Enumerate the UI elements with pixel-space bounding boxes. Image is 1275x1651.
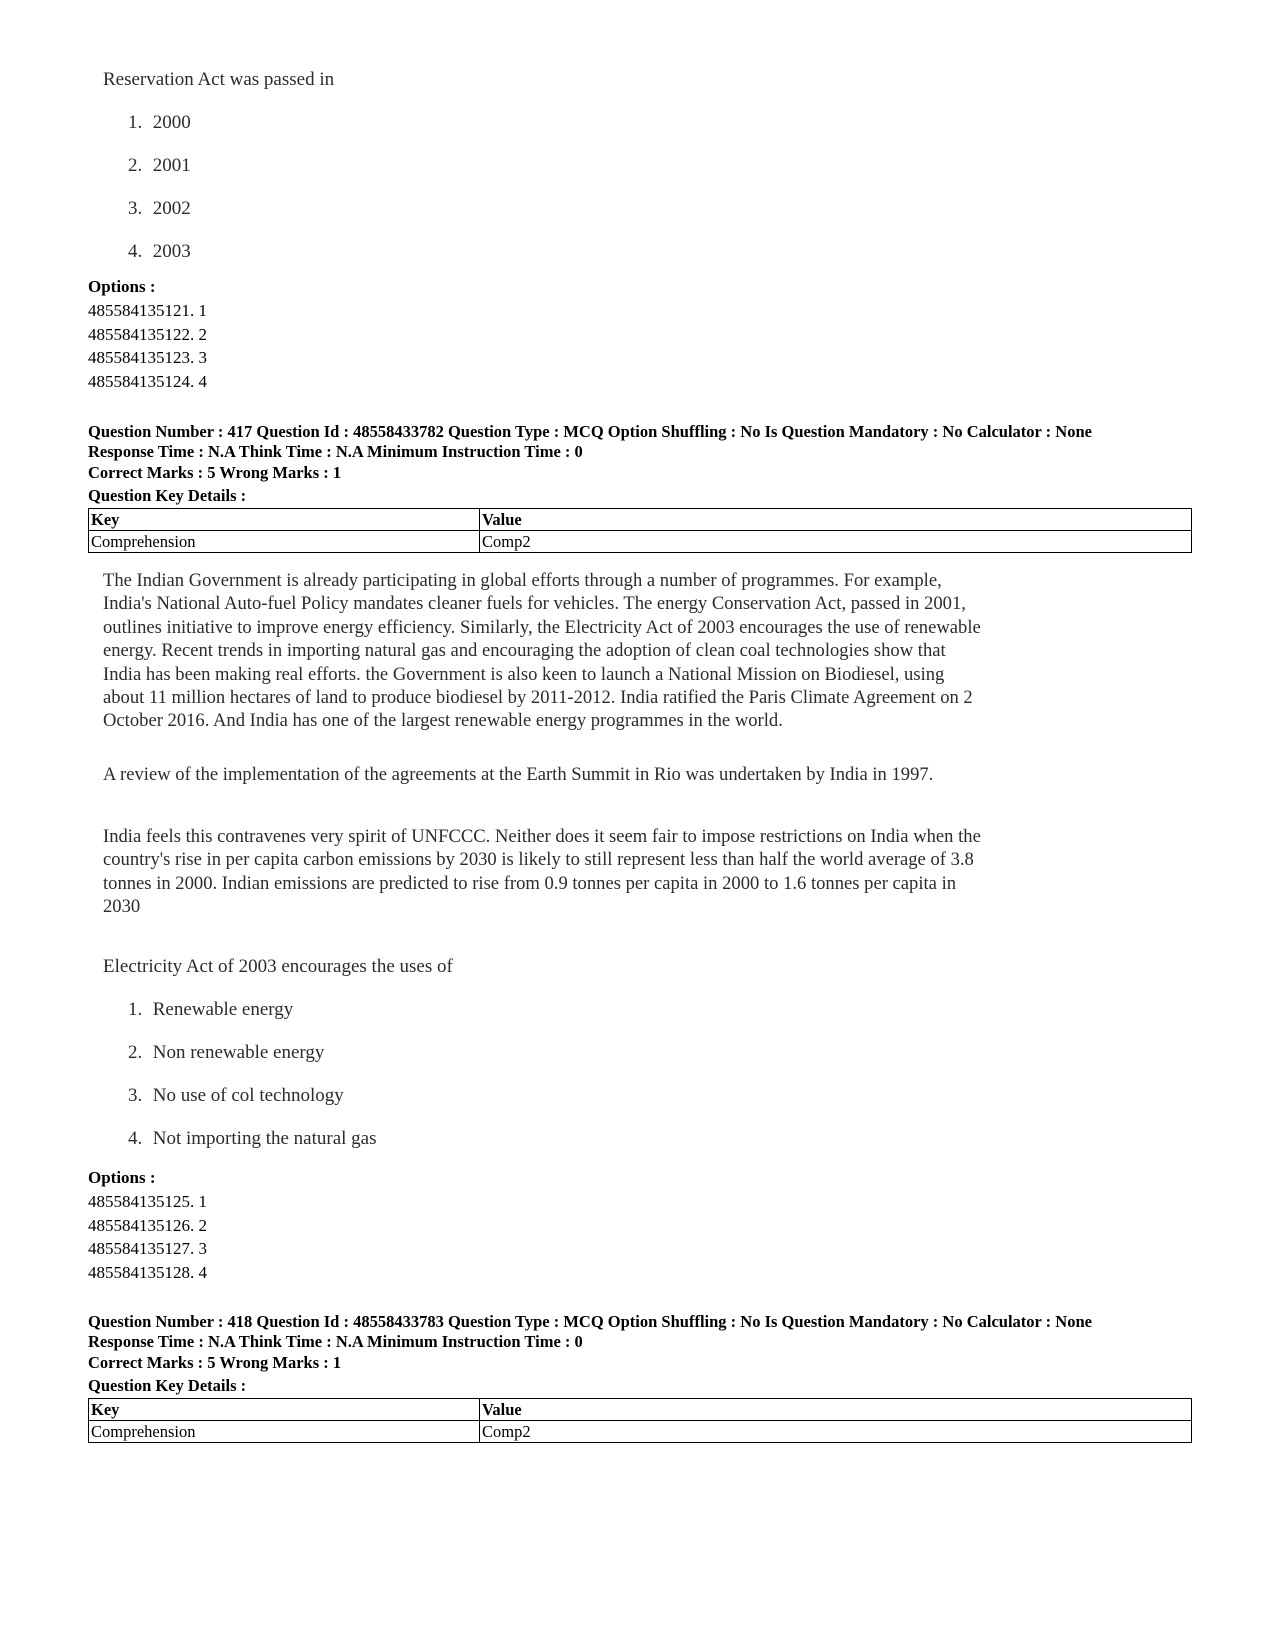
choice-text: Non renewable energy xyxy=(152,1042,325,1063)
value-cell: Comp2 xyxy=(480,1421,1192,1443)
q417-choice-3 xyxy=(128,1085,344,1107)
table-header-row xyxy=(89,1399,1192,1421)
table-row xyxy=(89,1421,1192,1443)
choice-text: 2002 xyxy=(152,198,191,219)
option-item: 485584135123. 3 xyxy=(88,348,207,367)
choice-number: 1. xyxy=(128,999,143,1020)
key-header: Key xyxy=(89,509,480,531)
key-cell: Comprehension xyxy=(89,1421,480,1443)
choice-number: 3. xyxy=(128,198,143,219)
question-418-header xyxy=(88,1312,1092,1351)
value-header: Value xyxy=(480,1399,1192,1421)
prev-question-stem: Reservation Act was passed in xyxy=(103,69,335,90)
question-417-header xyxy=(88,422,1092,461)
choice-number: 3. xyxy=(128,1085,143,1106)
choice-text: No use of col technology xyxy=(152,1085,344,1106)
option-item: 485584135127. 3 xyxy=(88,1239,207,1258)
choice-number: 2. xyxy=(128,155,143,176)
q417-choice-1 xyxy=(128,999,293,1021)
prev-choice-3 xyxy=(128,198,191,220)
prev-choice-4 xyxy=(128,241,191,263)
question-417-key-table xyxy=(88,508,1192,553)
choice-text: 2003 xyxy=(152,241,191,262)
q417-choice-2 xyxy=(128,1042,324,1064)
option-item: 485584135125. 1 xyxy=(88,1192,207,1211)
table-row xyxy=(89,531,1192,553)
options-heading: Options : xyxy=(88,277,156,296)
question-417-key-details-label: Question Key Details : xyxy=(88,486,247,505)
value-cell: Comp2 xyxy=(480,531,1192,553)
prev-choice-1 xyxy=(128,112,191,134)
choice-text: 2001 xyxy=(152,155,191,176)
question-417-stem: Electricity Act of 2003 encourages the uses of xyxy=(103,956,453,977)
question-meta-line-1: Question Number : 418 Question Id : 48558433783 Question Type : MCQ Option Shuffling : No Is Question Mandatory : No Calculator : None xyxy=(88,1312,1092,1331)
option-item: 485584135126. 2 xyxy=(88,1215,207,1235)
passage-paragraph-2: A review of the implementation of the agreements at the Earth Summit in Rio was undertaken by India in 1997. xyxy=(103,764,934,785)
choice-text: Renewable energy xyxy=(152,999,294,1020)
option-item: 485584135124. 4 xyxy=(88,371,207,391)
question-417-marks: Correct Marks : 5 Wrong Marks : 1 xyxy=(88,463,342,482)
value-header: Value xyxy=(480,509,1192,531)
question-418-key-table xyxy=(88,1398,1192,1443)
question-418-key-details-label: Question Key Details : xyxy=(88,1376,247,1395)
option-item: 485584135128. 4 xyxy=(88,1262,207,1282)
table-header-row xyxy=(89,509,1192,531)
question-meta-line-2: Response Time : N.A Think Time : N.A Minimum Instruction Time : 0 xyxy=(88,1331,583,1351)
option-list xyxy=(88,1190,207,1284)
option-item: 485584135121. 1 xyxy=(88,301,207,320)
choice-number: 4. xyxy=(128,241,143,262)
passage-paragraph-3: India feels this contravenes very spirit of UNFCCC. Neither does it seem fair to impose restrictions on India when the country's rise in per capita carbon emissions by 2030 is likely to still represent less than half the world average of 3.8 tonnes in 2000. Indian emissions are predicted to rise from 0.9 tonnes per capita in 2000 to 1.6 tonnes per capita in 2030 xyxy=(103,826,981,918)
key-cell: Comprehension xyxy=(89,531,480,553)
option-list xyxy=(88,299,207,393)
question-meta-line-2: Response Time : N.A Think Time : N.A Minimum Instruction Time : 0 xyxy=(88,441,583,461)
prev-choice-2 xyxy=(128,155,191,177)
choice-text: 2000 xyxy=(152,112,191,133)
choice-number: 4. xyxy=(128,1128,143,1149)
options-heading: Options : xyxy=(88,1168,156,1187)
passage-paragraph-1: The Indian Government is already participating in global efforts through a number of programmes. For example, India's National Auto-fuel Policy mandates cleaner fuels for vehicles. The energy Conservation Act, passed in 2001, outlines initiative to improve energy efficiency. Similarly, the Electricity Act of 2003 encourages the use of renewable energy. Recent trends in importing natural gas and encouraging the adoption of clean coal technologies show that India has been making real efforts. the Government is also keen to launch a National Mission on Biodiesel, using about 11 million hectares of land to produce biodiesel by 2011-2012. India ratified the Paris Climate Agreement on 2 October 2016. And India has one of the largest renewable energy programmes in the world. xyxy=(103,570,981,732)
question-meta-line-1: Question Number : 417 Question Id : 48558433782 Question Type : MCQ Option Shuffling : No Is Question Mandatory : No Calculator : None xyxy=(88,422,1092,441)
question-418-marks: Correct Marks : 5 Wrong Marks : 1 xyxy=(88,1353,342,1372)
option-item: 485584135122. 2 xyxy=(88,324,207,344)
choice-number: 2. xyxy=(128,1042,143,1063)
q417-choice-4 xyxy=(128,1128,376,1150)
choice-number: 1. xyxy=(128,112,143,133)
choice-text: Not importing the natural gas xyxy=(152,1128,377,1149)
key-header: Key xyxy=(89,1399,480,1421)
